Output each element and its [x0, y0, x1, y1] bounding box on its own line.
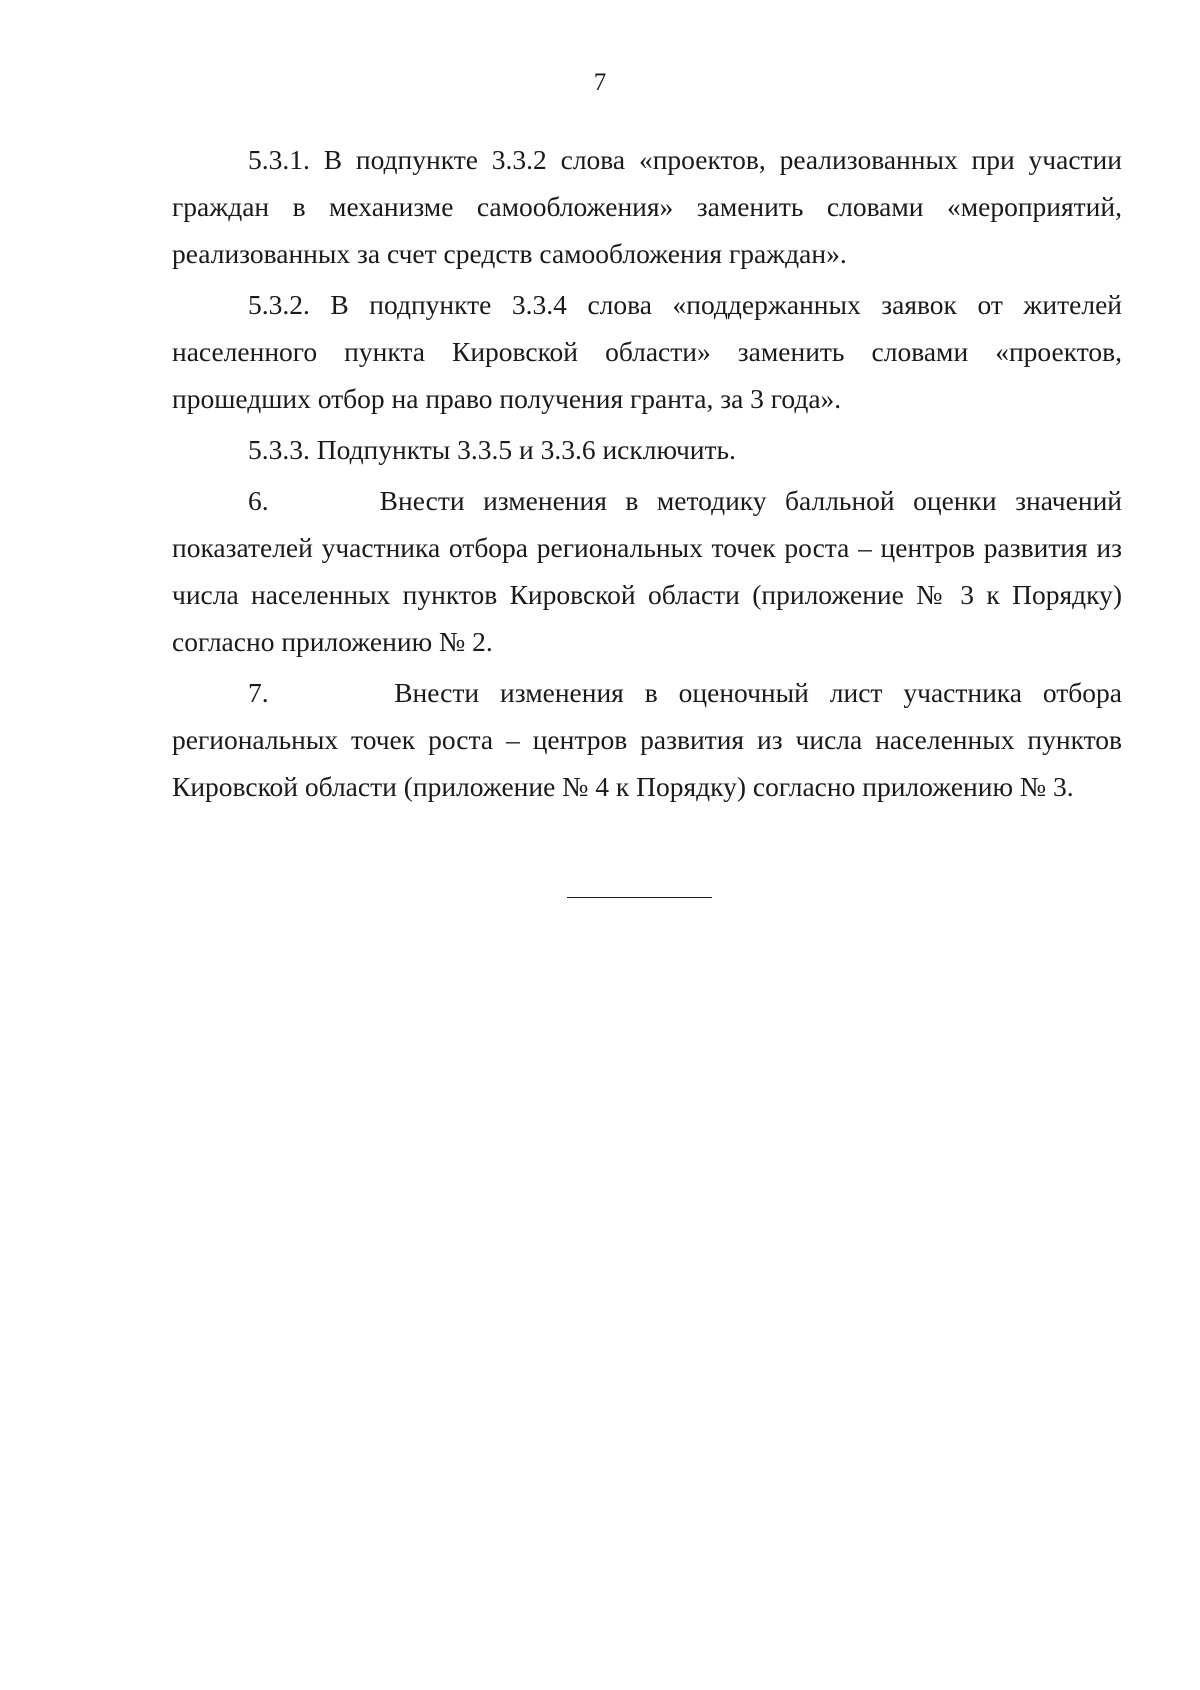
paragraph-5-3-3: 5.3.3. Подпункты 3.3.5 и 3.3.6 исключить. [248, 434, 736, 465]
end-of-text-rule [567, 897, 712, 898]
document-body [172, 136, 1122, 810]
paragraph-5-3-1: 5.3.1. В подпункте 3.3.2 слова «проектов, реализованных при участии граждан в механизме самообложения» заменить словами «мероприятий, реализованных за счет средств самообложения граждан». [172, 144, 1122, 269]
paragraph-5-3-2: 5.3.2. В подпункте 3.3.4 слова «поддержанных заявок от жителей населенного пункта Кировской области» заменить словами «проектов, прошедших отбор на право получения гранта, за 3 года». [172, 289, 1122, 414]
page-number: 7 [593, 69, 607, 96]
paragraph-item-7: 7. Внести изменения в оценочный лист участника отбора региональных точек роста – центров развития из числа населенных пунктов Кировской области (приложение № 4 к Порядку) согласно приложению № 3. [172, 677, 1122, 802]
paragraph-item-6: 6. Внести изменения в методику балльной оценки значений показателей участника отбора региональных точек роста – центров развития из числа населенных пунктов Кировской области (приложение № 3 к Порядку) согласно приложению № 2. [172, 485, 1122, 657]
